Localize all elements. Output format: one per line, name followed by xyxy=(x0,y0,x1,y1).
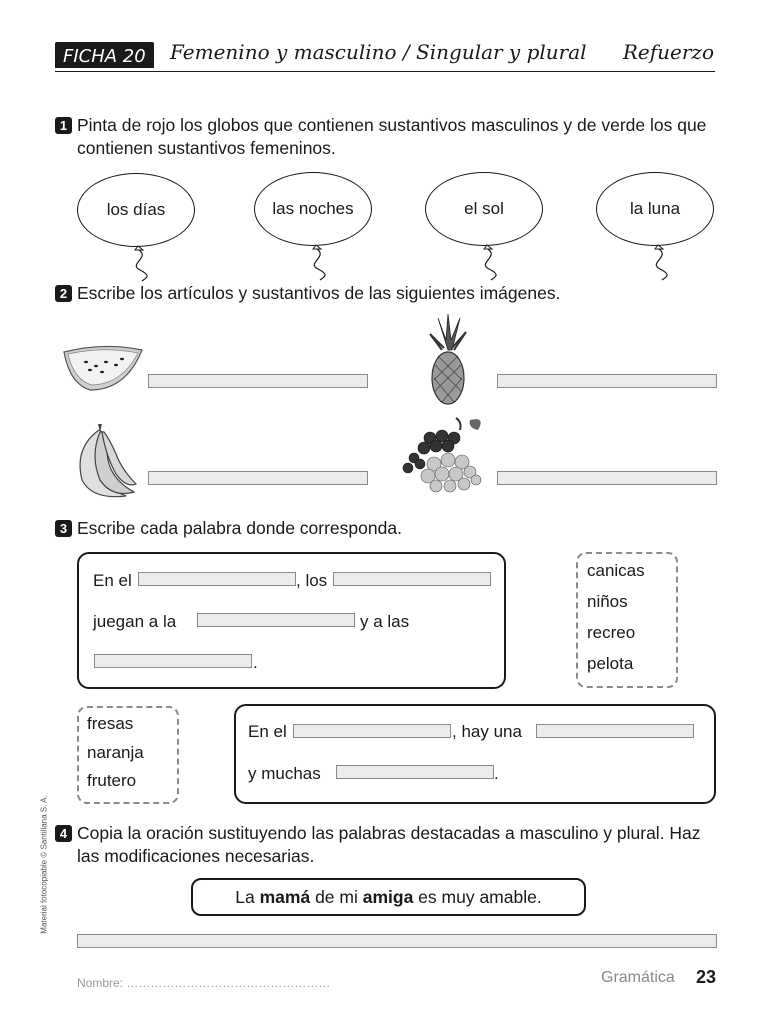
box2-text: . xyxy=(494,764,499,783)
answer-line-bananas[interactable] xyxy=(148,471,368,485)
word-bank-item: fresas xyxy=(87,714,134,733)
box1-text: y a las xyxy=(360,612,410,631)
section-label: Refuerzo xyxy=(622,40,714,64)
word-bank-item: recreo xyxy=(587,623,636,642)
balloon-label: la luna xyxy=(629,199,681,218)
footer-subject: Gramática xyxy=(601,969,675,986)
exercise-2-number: 2 xyxy=(55,285,72,302)
page-number: 23 xyxy=(696,967,717,987)
copyright-credit: Material fotocopiable © Santillana S. A. xyxy=(39,795,49,934)
box1-text: En el xyxy=(93,571,132,590)
balloon-string-icon xyxy=(477,243,507,281)
example-sentence xyxy=(191,878,586,916)
balloon-1[interactable] xyxy=(77,173,195,247)
word-bank-item: niños xyxy=(587,592,628,611)
highlighted-word: mamá xyxy=(259,886,311,907)
page-title: Femenino y masculino / Singular y plural xyxy=(170,40,587,64)
balloon-4[interactable] xyxy=(596,172,714,246)
name-field[interactable]: Nombre: …………………………………………… xyxy=(77,976,331,990)
pineapple-icon xyxy=(424,312,472,406)
balloon-label: las noches xyxy=(272,199,354,218)
answer-line-watermelon[interactable] xyxy=(148,374,368,388)
balloon-string-icon xyxy=(128,244,158,282)
balloon-string-icon xyxy=(306,243,336,281)
watermelon-icon xyxy=(60,340,146,396)
box1-blank-1[interactable] xyxy=(138,572,296,586)
box2-text: , hay una xyxy=(452,722,522,741)
box1-text: , los xyxy=(296,571,328,590)
balloon-label: el sol xyxy=(464,199,504,218)
box2-text: y muchas xyxy=(248,764,321,783)
balloon-3[interactable] xyxy=(425,172,543,246)
box2-blank-3[interactable] xyxy=(336,765,494,779)
box2-blank-1[interactable] xyxy=(293,724,451,738)
box1-text: juegan a la xyxy=(93,612,177,631)
box1-blank-4[interactable] xyxy=(94,654,252,668)
word-bank-item: canicas xyxy=(587,561,645,580)
exercise-3-instruction: Escribe cada palabra donde corresponda. xyxy=(77,518,402,538)
sentence-part: La xyxy=(235,886,260,907)
header-divider xyxy=(55,71,715,72)
box2-text: En el xyxy=(248,722,287,741)
balloon-2[interactable] xyxy=(254,172,372,246)
answer-line-pineapple[interactable] xyxy=(497,374,717,388)
exercise-4-number: 4 xyxy=(55,825,72,842)
word-bank-item: naranja xyxy=(87,743,144,762)
box1-text: . xyxy=(253,653,258,672)
balloon-label: los días xyxy=(106,200,166,219)
box2-blank-2[interactable] xyxy=(536,724,694,738)
answer-line-grapes[interactable] xyxy=(497,471,717,485)
answer-line-sentence[interactable] xyxy=(77,934,717,948)
grapes-icon xyxy=(400,414,492,496)
word-bank-item: pelota xyxy=(587,654,634,673)
sentence-part: es muy amable. xyxy=(413,886,542,907)
bananas-icon xyxy=(70,420,140,502)
exercise-2-instruction: Escribe los artículos y sustantivos de las siguientes imágenes. xyxy=(77,283,561,303)
exercise-1-number: 1 xyxy=(55,117,72,134)
exercise-4-instruction: Copia la oración sustituyendo las palabras destacadas a masculino y plural. Haz las modificaciones necesarias. xyxy=(77,823,701,866)
box1-blank-3[interactable] xyxy=(197,613,355,627)
highlighted-word: amiga xyxy=(362,886,414,907)
balloon-string-icon xyxy=(648,243,678,281)
exercise-1-instruction: Pinta de rojo los globos que contienen sustantivos masculinos y de verde los que contienen sustantivos femeninos. xyxy=(77,115,707,158)
ficha-tag: FICHA 20 xyxy=(55,42,154,68)
sentence-part: de mi xyxy=(310,886,363,907)
exercise-3-number: 3 xyxy=(55,520,72,537)
sentence-box-2 xyxy=(234,704,716,804)
box1-blank-2[interactable] xyxy=(333,572,491,586)
word-bank-item: frutero xyxy=(87,771,137,790)
